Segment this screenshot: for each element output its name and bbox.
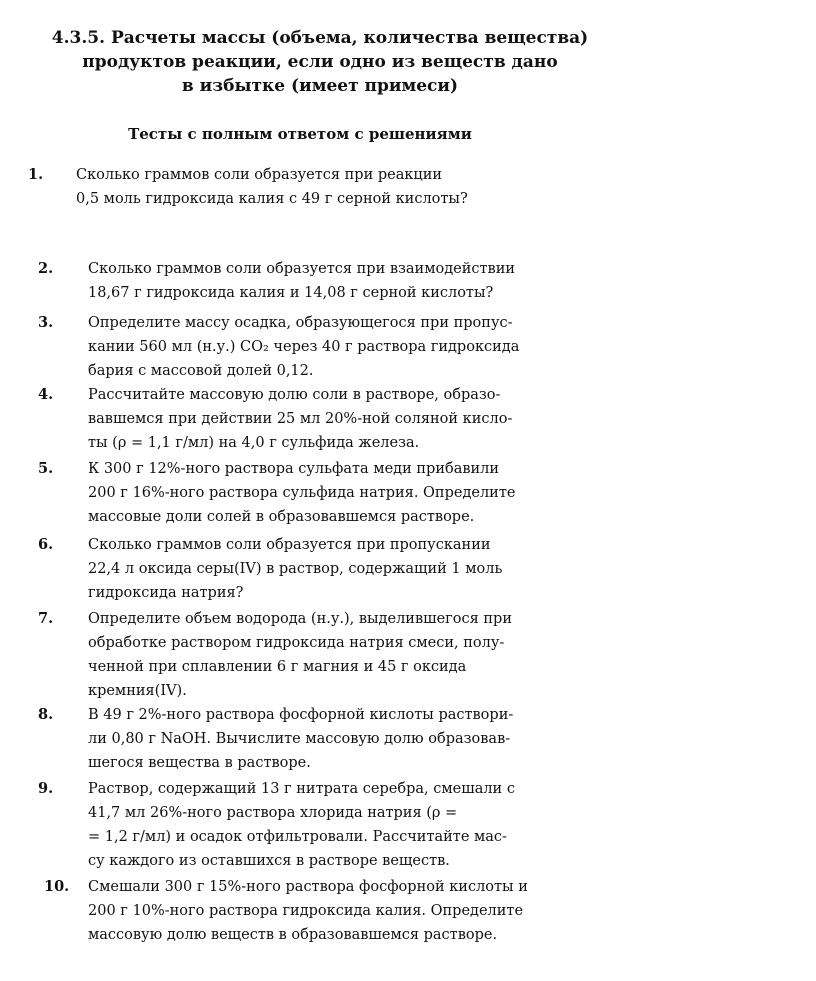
problem-text <box>88 457 554 529</box>
problem-text <box>88 703 554 775</box>
problem-line: массовую долю веществ в образовавшемся растворе. <box>88 927 498 943</box>
problem-line: гидроксида натрия? <box>88 585 244 601</box>
section-title-line: в избытке (имеет примеси) <box>181 76 459 96</box>
problem-line: В 49 г 2%-ного раствора фосфорной кислоты раствори- <box>88 707 514 723</box>
problem-line: ты (ρ = 1,1 г/мл) на 4,0 г сульфида железа. <box>88 435 420 451</box>
problem-text <box>88 533 554 605</box>
problem-line: Рассчитайте массовую долю соли в растворе, образо- <box>88 387 501 403</box>
problem-line: массовые доли солей в образовавшемся растворе. <box>88 509 475 525</box>
problem-line: Раствор, содержащий 13 г нитрата серебра, смешали с <box>88 781 515 797</box>
problem-line: 41,7 мл 26%-ного раствора хлорида натрия (ρ = <box>88 805 458 821</box>
problem-line: шегося вещества в растворе. <box>88 755 311 771</box>
problem-line: кремния(IV). <box>88 683 187 699</box>
problem-line: К 300 г 12%-ного раствора сульфата меди прибавили <box>88 461 500 477</box>
problem-number: 2. <box>38 260 54 277</box>
problem-number: 7. <box>38 610 54 627</box>
problem-line: Сколько граммов соли образуется при реакции <box>76 167 443 183</box>
problem-number: 9. <box>38 780 54 797</box>
problem-line: Смешали 300 г 15%-ного раствора фосфорной кислоты и <box>88 879 528 895</box>
problem-10 <box>28 875 558 947</box>
problem-number: 3. <box>38 314 54 331</box>
problem-line: 0,5 моль гидроксида калия с 49 г серной кислоты? <box>76 191 468 207</box>
problem-number: 10. <box>44 878 70 895</box>
problem-text <box>76 163 542 211</box>
problem-8 <box>28 703 558 775</box>
section-title <box>0 26 640 98</box>
section-title-line: 4.3.5. Расчеты массы (объема, количества вещества) <box>51 28 589 48</box>
problem-2 <box>28 257 558 305</box>
problem-text <box>88 311 554 383</box>
problem-7 <box>28 607 558 703</box>
problem-3 <box>28 311 558 383</box>
problem-line: бария с массовой долей 0,12. <box>88 363 314 379</box>
problem-5 <box>28 457 558 529</box>
problem-1 <box>28 163 548 211</box>
problem-text <box>88 875 554 947</box>
problem-number: 1. <box>28 166 44 183</box>
problem-6 <box>28 533 558 605</box>
problem-number: 5. <box>38 460 54 477</box>
problem-line: вавшемся при действии 25 мл 20%-ной соляной кисло- <box>88 411 513 427</box>
problem-text <box>88 607 554 703</box>
problem-line: ли 0,80 г NaOH. Вычислите массовую долю образовав- <box>88 731 511 747</box>
problem-line: су каждого из оставшихся в растворе веществ. <box>88 853 450 869</box>
problem-line: 200 г 10%-ного раствора гидроксида калия. Определите <box>88 903 524 919</box>
problem-number: 6. <box>38 536 54 553</box>
problem-9 <box>28 777 558 873</box>
problem-text <box>88 257 554 305</box>
problem-line: ченной при сплавлении 6 г магния и 45 г оксида <box>88 659 467 675</box>
section-subtitle: Тесты с полным ответом с решениями <box>128 125 472 143</box>
problem-line: кании 560 мл (н.у.) CO₂ через 40 г раствора гидроксида <box>88 339 520 355</box>
problem-line: Сколько граммов соли образуется при взаимодействии <box>88 261 516 277</box>
problem-text <box>88 383 554 455</box>
problem-number: 8. <box>38 706 54 723</box>
problem-line: 18,67 г гидроксида калия и 14,08 г серной кислоты? <box>88 285 494 301</box>
problem-number: 4. <box>38 386 54 403</box>
problem-line: Определите объем водорода (н.у.), выделившегося при <box>88 611 512 627</box>
problem-line: 22,4 л оксида серы(IV) в раствор, содержащий 1 моль <box>88 561 503 577</box>
problem-line: обработке раствором гидроксида натрия смеси, полу- <box>88 635 505 651</box>
problem-line: Сколько граммов соли образуется при пропускании <box>88 537 491 553</box>
problem-text <box>88 777 554 873</box>
problem-4 <box>28 383 558 455</box>
problem-line: 200 г 16%-ного раствора сульфида натрия. Определите <box>88 485 516 501</box>
problem-line: Определите массу осадка, образующегося при пропус- <box>88 315 513 331</box>
section-title-line: продуктов реакции, если одно из веществ дано <box>82 52 558 72</box>
problem-line: = 1,2 г/мл) и осадок отфильтровали. Рассчитайте мас- <box>88 829 507 845</box>
